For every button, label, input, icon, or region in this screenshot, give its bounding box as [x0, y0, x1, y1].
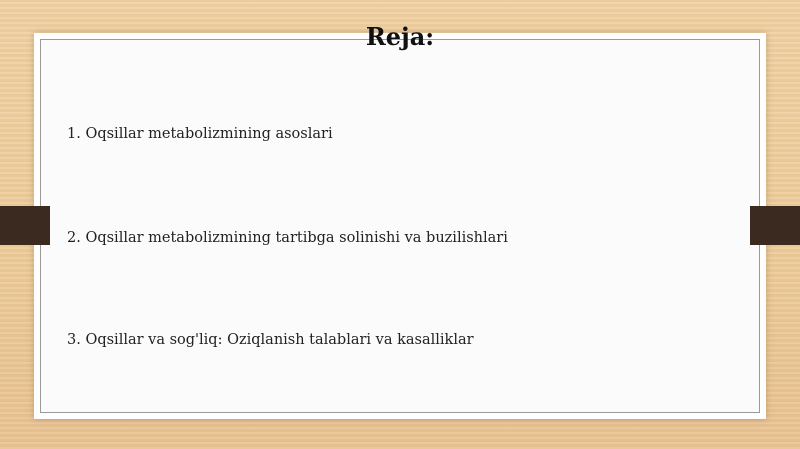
left-binder-tab: [0, 206, 50, 245]
slide-paper: [34, 33, 766, 419]
right-binder-tab: [750, 206, 800, 245]
slide-paper-border: [40, 39, 760, 413]
plan-item-2: 2. Oqsillar metabolizmining tartibga solinishi va buzilishlari: [67, 230, 508, 246]
plan-item-1: 1. Oqsillar metabolizmining asoslari: [67, 126, 333, 142]
slide-title: Reja:: [365, 22, 435, 51]
plan-item-3: 3. Oqsillar va sog'liq: Oziqlanish talablari va kasalliklar: [67, 332, 474, 348]
